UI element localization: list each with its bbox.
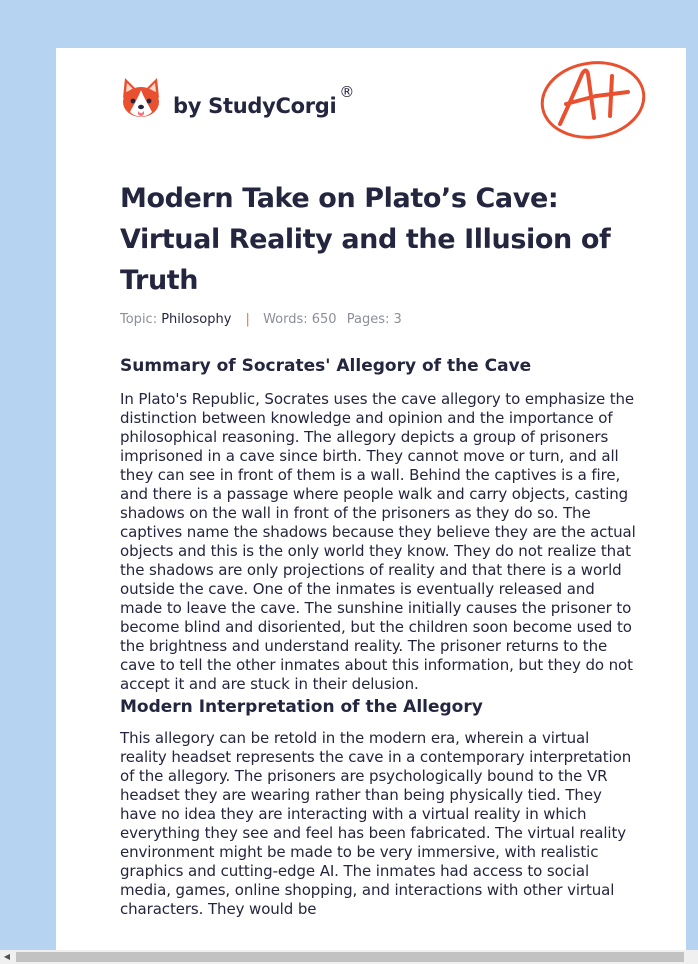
article-title: Modern Take on Plato’s Cave: Virtual Reality and the Illusion of Truth xyxy=(120,183,611,296)
registered-mark: ® xyxy=(339,82,355,101)
scrollbar-thumb[interactable] xyxy=(16,952,684,962)
meta-separator: | xyxy=(245,312,250,327)
corgi-logo-icon xyxy=(120,76,162,127)
brand-header[interactable] xyxy=(120,76,354,127)
page-count: Pages: 3 xyxy=(346,312,402,327)
document-page xyxy=(56,48,686,950)
topic-link[interactable]: Philosophy xyxy=(161,312,232,327)
horizontal-scrollbar[interactable] xyxy=(0,950,698,964)
word-count: Words: 650 xyxy=(263,312,337,327)
article-meta xyxy=(120,312,402,327)
topic-label: Topic: xyxy=(120,312,158,327)
section-paragraph: This allegory can be retold in the modern era, wherein a virtual reality headset represents the cave in a contemporary interpretation of the allegory. The prisoners are psychologically bound to the VR headset they are wearing rather than being physically tied. They have no idea they are interacting with a virtual reality in which everything they see and feel has been fabricated. The virtual reality environment might be made to be very immersive, with realistic graphics and cutting-edge AI. The inmates had access to social media, games, online shopping, and interactions with other virtual characters. They would be xyxy=(120,729,632,918)
section-paragraph: In Plato's Republic, Socrates uses the cave allegory to emphasize the distinction between knowledge and opinion and the importance of philosophical reasoning. The allegory depicts a group of prisoners imprisoned in a cave since birth. They cannot move or turn, and all they can see in front of them is a wall. Behind the captives is a fire, and there is a passage where people walk and carry objects, casting shadows on the wall in front of the prisoners as they do so. The captives name the shadows because they believe they are the actual objects and this is the only world they know. They do not realize that the shadows are only projections of reality and that there is a world outside the cave. One of the inmates is eventually released and made to leave the cave. The sunshine initially causes the prisoner to become blind and disoriented, but the children soon become used to the brightness and understand reality. The prisoner returns to the cave to tell the other inmates about this information, but they do not accept it and are stuck in their delusion. xyxy=(120,390,636,693)
brand-name: by StudyCorgi xyxy=(173,93,337,118)
section-heading: Summary of Socrates' Allegory of the Cave xyxy=(120,356,532,376)
scroll-left-icon[interactable]: ◀ xyxy=(3,952,11,961)
article-body xyxy=(120,354,640,919)
section-heading: Modern Interpretation of the Allegory xyxy=(120,697,483,717)
